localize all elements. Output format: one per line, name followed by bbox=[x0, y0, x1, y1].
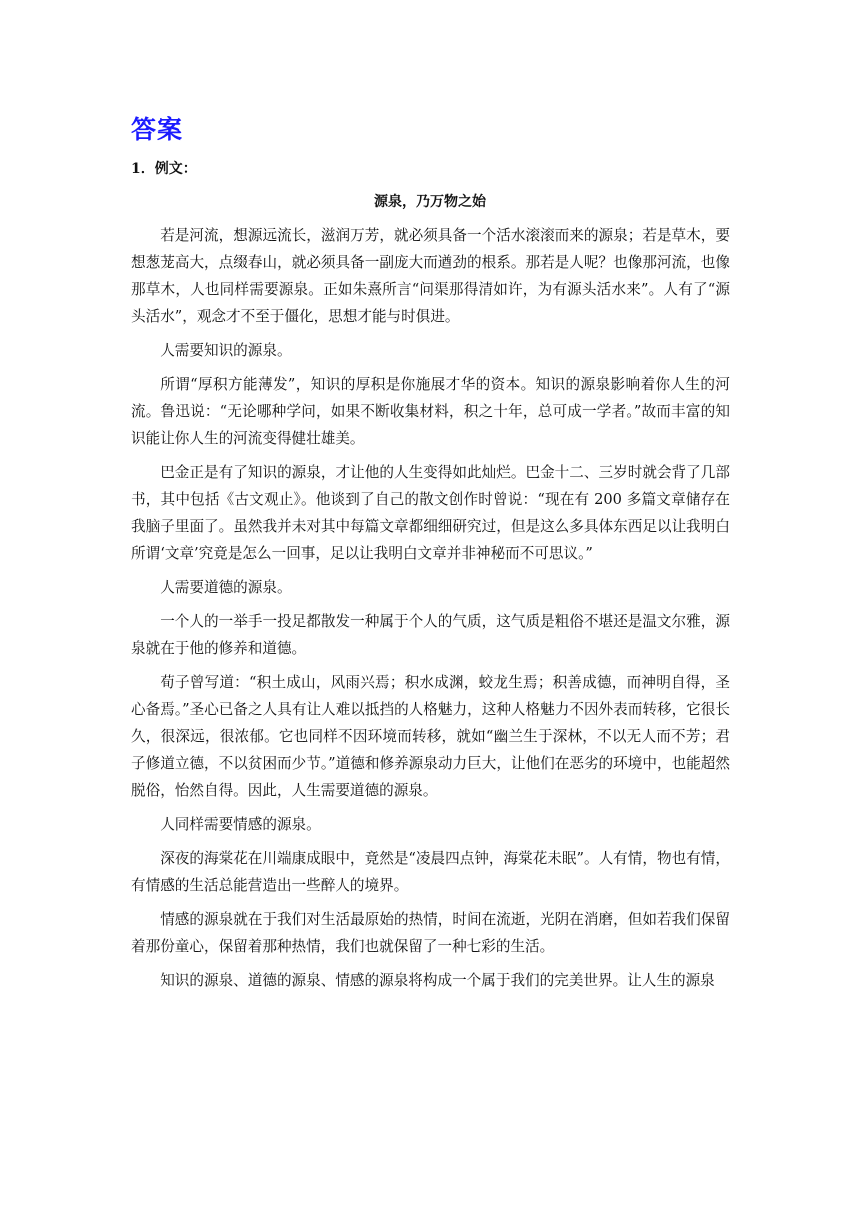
paragraph: 知识的源泉、道德的源泉、情感的源泉将构成一个属于我们的完美世界。让人生的源泉 bbox=[160, 972, 715, 989]
paragraph: 所谓“厚积方能薄发”，知识的厚积是你施展才华的资本。知识的源泉影响着你人生的河流。鲁迅说：“无论哪种学问，如果不断收集材料，积之十年，总可成一学者。”故而丰富的知识能让你人生的河流变得健壮雄美。 bbox=[131, 376, 730, 447]
paragraph: 巴金正是有了知识的源泉，才让他的人生变得如此灿烂。巴金十二、三岁时就会背了几部书，其中包括《古文观止》。他谈到了自己的散文创作时曾说：“现在有 200 多篇文章储存在我脑子里面了。虽然我并未对其中每篇文章都细细研究过，但是这么多具体东西足以让我明白所谓‘文章’究竟是怎么一回事，足以让我明白文章并非神秘而不可思议。” bbox=[131, 464, 730, 562]
essay-body bbox=[131, 222, 730, 1001]
paragraph: 人同样需要情感的源泉。 bbox=[160, 816, 321, 833]
question-label: 1．例文： bbox=[131, 161, 197, 177]
answer-heading: 答案 bbox=[131, 115, 184, 144]
essay-title: 源泉，乃万物之始 bbox=[374, 194, 486, 210]
paragraph: 荀子曾写道：“积土成山，风雨兴焉；积水成渊，蛟龙生焉；积善成德，而神明自得，圣心备焉。”圣心已备之人具有让人难以抵挡的人格魅力，这种人格魅力不因外表而转移，它很长久，很深远，很浓郁。它也同样不因环境而转移，就如“幽兰生于深林，不以无人而不芳；君子修道立德，不以贫困而少节。”道德和修养源泉动力巨大，让他们在恶劣的环境中，也能超然脱俗，怡然自得。因此，人生需要道德的源泉。 bbox=[131, 674, 730, 799]
paragraph: 人需要道德的源泉。 bbox=[160, 579, 292, 596]
paragraph: 深夜的海棠花在川端康成眼中，竟然是“凌晨四点钟，海棠花未眠”。人有情，物也有情，有情感的生活总能营造出一些醉人的境界。 bbox=[131, 850, 730, 894]
paragraph: 人需要知识的源泉。 bbox=[160, 342, 292, 359]
paragraph: 一个人的一举手一投足都散发一种属于个人的气质，这气质是粗俗不堪还是温文尔雅，源泉就在于他的修养和道德。 bbox=[131, 613, 730, 657]
paragraph: 情感的源泉就在于我们对生活最原始的热情，时间在流逝，光阴在消磨，但如若我们保留着那份童心，保留着那种热情，我们也就保留了一种七彩的生活。 bbox=[131, 911, 730, 955]
paragraph: 若是河流，想源远流长，滋润万芳，就必须具备一个活水滚滚而来的源泉；若是草木，要想葱茏高大，点缀春山，就必须具备一副庞大而遒劲的根系。那若是人呢？也像那河流，也像那草木，人也同样需要源泉。正如朱熹所言“问渠那得清如许，为有源头活水来”。人有了“源头活水”，观念才不至于僵化，思想才能与时俱进。 bbox=[131, 227, 730, 325]
